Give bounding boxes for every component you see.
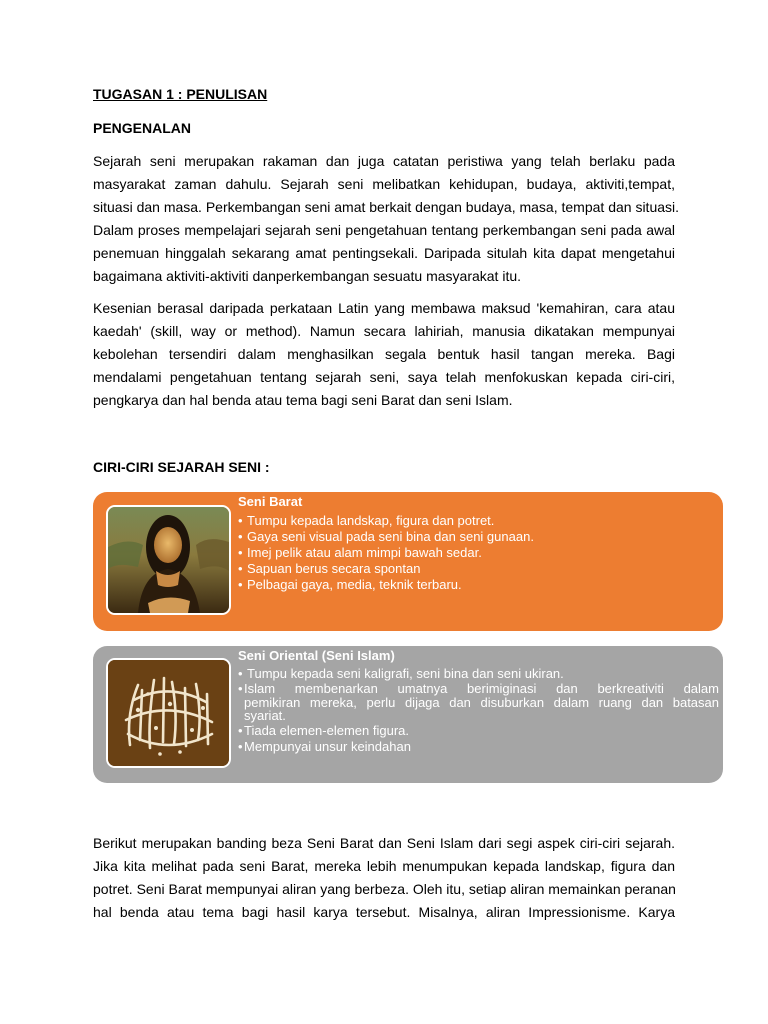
paragraph-line: Dalam proses mempelajari sejarah seni pengetahuan tentang perkembangan seni pada awal (93, 222, 675, 238)
seni-barat-title: Seni Barat (238, 494, 303, 509)
paragraph-line: bagaimana aktiviti-aktiviti danperkembangan sesuatu masyarakat itu. (93, 268, 522, 284)
list-item: • Imej pelik atau alam mimpi bawah sedar. (238, 545, 719, 561)
list-item: • Sapuan berus secara spontan (238, 561, 719, 577)
paragraph-line: masyarakat zaman dahulu. Sejarah seni melibatkan kehidupan, budaya, aktiviti,tempat, (93, 176, 675, 192)
list-item: • Tumpu kepada seni kaligrafi, seni bina dan seni ukiran. (238, 666, 719, 682)
list-item: • Gaya seni visual pada seni bina dan seni gunaan. (238, 529, 719, 545)
seni-islam-card (93, 646, 723, 783)
intro-paragraph (93, 150, 680, 288)
paragraph-line: kaedah' (skill, way or method). Namun secara lahiriah, manusia dikatakan mempunyai (93, 323, 675, 339)
paragraph-line: Sejarah seni merupakan rakaman dan juga catatan peristiwa yang telah berlaku pada (93, 153, 675, 169)
page-title: TUGASAN 1 : PENULISAN (93, 86, 268, 102)
list-item (238, 682, 719, 723)
paragraph-line: hal benda atau tema bagi hasil karya tersebut. Misalnya, aliran Impressionisme. Karya (93, 904, 675, 920)
arabic-calligraphy-icon (108, 660, 229, 766)
paragraph-line: kebolehan tersendiri dalam menghasilkan segala bentuk hasil tangan mereka. Bagi (93, 346, 675, 362)
paragraph-line: situasi dan masa. Perkembangan seni amat berkait dengan budaya, masa, tempat dan situasi. (93, 199, 680, 215)
list-item: • Tumpu kepada landskap, figura dan potret. (238, 513, 719, 529)
list-item-line: • Islam membenarkan umatnya berimiginasi dan berkreativiti dalam (244, 681, 719, 696)
ciri-heading: CIRI-CIRI SEJARAH SENI : (93, 459, 270, 475)
seni-islam-list (238, 666, 719, 755)
comparison-paragraph (93, 832, 675, 924)
list-item-line: syariat. (244, 708, 286, 723)
mona-lisa-painting-icon (108, 507, 229, 613)
seni-barat-list (238, 513, 719, 593)
paragraph-line: penemuan hinggalah sekarang amat pentingsekali. Daripada situlah kita dapat mengetahui (93, 245, 675, 261)
mona-lisa-image (106, 505, 231, 615)
seni-islam-title: Seni Oriental (Seni Islam) (238, 648, 395, 663)
paragraph-line: Berikut merupakan banding beza Seni Barat dan Seni Islam dari segi aspek ciri-ciri sejarah. (93, 835, 675, 851)
list-item: • Mempunyai unsur keindahan (238, 739, 719, 755)
seni-barat-card (93, 492, 723, 631)
paragraph-line: potret. Seni Barat mempunyai aliran yang berbeza. Oleh itu, setiap aliran memainkan peranan (93, 881, 676, 897)
paragraph-line: Jika kita melihat pada seni Barat, mereka lebih menumpukan kepada landskap, figura dan (93, 858, 675, 874)
intro-heading: PENGENALAN (93, 120, 192, 136)
calligraphy-image (106, 658, 231, 768)
list-item: • Pelbagai gaya, media, teknik terbaru. (238, 577, 719, 593)
list-item-line: pemikiran mereka, perlu dijaga dan disuburkan dalam ruang dan batasan (244, 694, 719, 710)
paragraph-line: pengkarya dan hal benda atau tema bagi seni Barat dan seni Islam. (93, 392, 513, 408)
paragraph-line: mendalami pengetahuan tentang sejarah seni, saya telah menfokuskan kepada ciri-ciri, (93, 369, 675, 385)
paragraph-line: Kesenian berasal daripada perkataan Latin yang membawa maksud 'kemahiran, cara atau (93, 300, 675, 316)
kesenian-paragraph (93, 297, 675, 412)
list-item: • Tiada elemen-elemen figura. (238, 723, 719, 739)
